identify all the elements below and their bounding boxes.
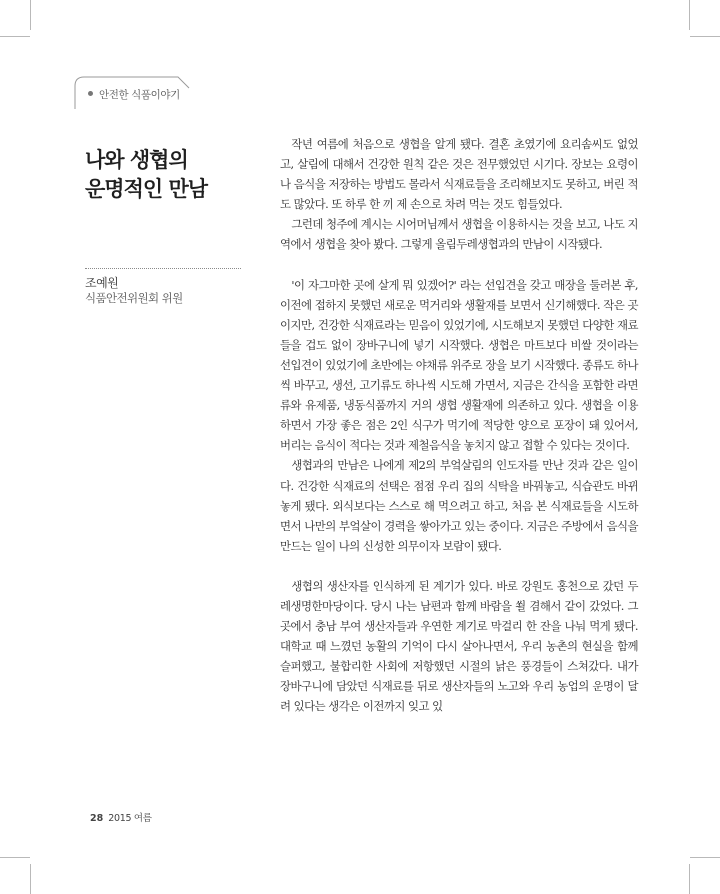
author-divider <box>85 268 241 269</box>
body-paragraph: 생협의 생산자를 인식하게 된 계기가 있다. 바로 강원도 홍천으로 갔던 두레생명한마당이다. 당시 나는 남편과 함께 바람을 쐴 겸해서 같이 갔었다. 그 곳에서 충남 부여 생산자들과 우연한 계기로 막걸리 한 잔을 나눠 먹게 됐다. 대학교 때 느꼈던 농활의 기억이 다시 살아나면서, 우리 농촌의 현실을 함께 슬퍼했고, 불합리한 사회에 저항했던 시절의 낡은 풍경들이 스쳐갔다. 내가 장바구니에 담았던 식재료를 뒤로 생산자들의 노고와 우리 농업의 운명이 달려 있다는 생각은 이전까지 잊고 있 <box>280 578 638 714</box>
page-footer <box>90 810 152 824</box>
body-paragraph: 작년 여름에 처음으로 생협을 알게 됐다. 결혼 초였기에 요리솜씨도 없었고, 살림에 대해서 건강한 원칙 같은 것은 전무했었던 시기다. 장보는 요령이나 음식을 저장하는 방법도 몰라서 식재료들을 조리해보지도 못하고, 버린 적도 많았다. 또 하루 한 끼 제 손으로 차려 먹는 것도 힘들었다. <box>280 137 638 212</box>
author-role: 식품안전위원회 위원 <box>85 291 183 305</box>
bullet-dot-icon <box>88 91 93 96</box>
crop-mark <box>0 36 30 37</box>
crop-mark <box>689 864 690 894</box>
crop-mark <box>0 857 30 858</box>
title-line: 나와 생협의 <box>85 148 188 172</box>
author-name: 조예원 <box>85 276 119 290</box>
crop-mark <box>689 0 690 30</box>
article-title <box>85 146 255 204</box>
body-paragraph: 생협과의 만남은 나에게 제2의 부엌살림의 인도자를 만난 것과 같은 일이다. 건강한 식재료의 선택은 점점 우리 집의 식탁을 바꿔놓고, 식습관도 바뀌 놓게 됐다. 외식보다는 스스로 해 먹으려고 하고, 처음 본 식재료들을 시도하면서 나만의 부엌살이 경력을 쌓아가고 있는 중이다. 지금은 주방에서 음식을 만드는 일이 나의 신성한 의무이자 보람이 됐다. <box>280 458 638 553</box>
article-body <box>280 134 638 717</box>
body-paragraph: 그런데 청주에 계시는 시어머님께서 생협을 이용하시는 것을 보고, 나도 지역에서 생협을 찾아 봤다. 그렇게 올림두레생협과의 만남이 시작됐다. <box>280 217 638 252</box>
section-tab <box>74 76 190 110</box>
crop-mark <box>690 857 720 858</box>
crop-mark <box>30 0 31 30</box>
section-label: 안전한 식품이야기 <box>99 89 180 101</box>
issue-label: 2015 여름 <box>108 813 152 824</box>
body-paragraph: '이 자그마한 곳에 살게 뭐 있겠어?' 라는 선입견을 갖고 매장을 둘러본 후, 이전에 접하지 못했던 새로운 먹거리와 생활재를 보면서 신기해했다. 작은 곳이지만, 건강한 식재료라는 믿음이 있었기에, 시도해보지 못했던 다양한 재료들을 겁도 없이 장바구니에 넣기 시작했다. 생협은 마트보다 비쌀 것이라는 선입견이 있었기에 초반에는 야채류 위주로 장을 보기 시작했다. 종류도 하나씩 바꾸고, 생선, 고기류도 하나씩 시도해 가면서, 지금은 간식을 포함한 라면류와 유제품, 냉동식품까지 거의 생협 생활재에 의존하고 있다. 생협을 이용하면서 가장 좋은 점은 2인 식구가 먹기에 적당한 양으로 포장이 돼 있어서, 버리는 음식이 적다는 것과 제철음식을 놓치지 않고 접할 수 있다는 것이다. <box>280 277 638 453</box>
page-number: 28 <box>90 813 104 824</box>
crop-mark <box>690 36 720 37</box>
crop-mark <box>30 864 31 894</box>
title-line: 운명적인 만남 <box>85 177 208 201</box>
